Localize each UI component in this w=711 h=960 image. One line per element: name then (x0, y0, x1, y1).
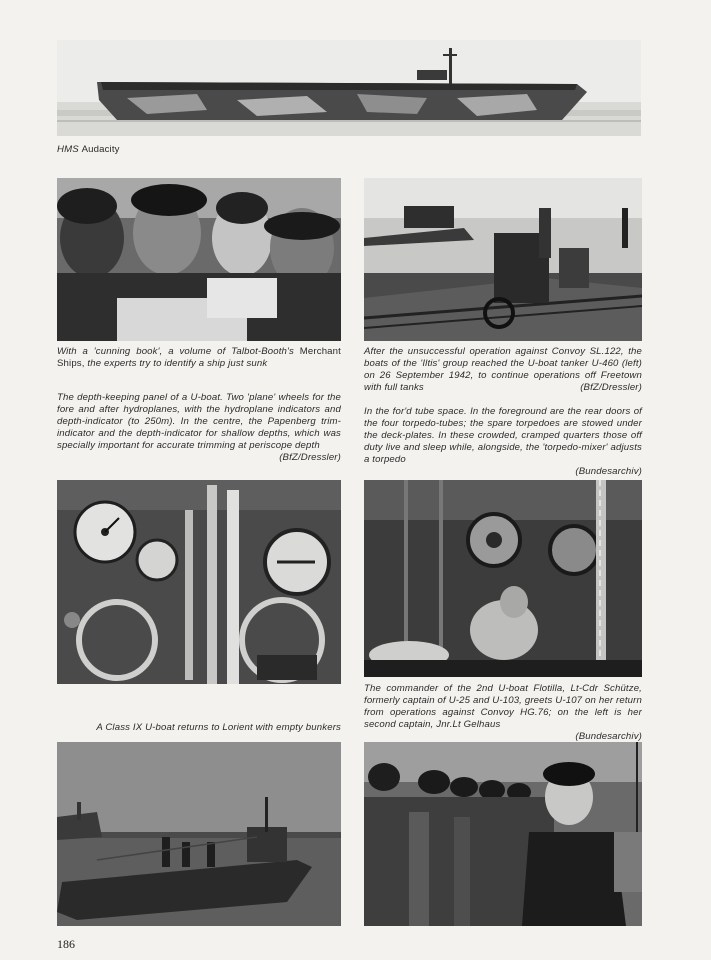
caption-commander-text: The commander of the 2nd U-boat Flotilla, Lt-Cdr Schütze, formerly captain of U-25 and U-103, greets U-107 on her return from operations against Convoy HG.76; on the left is her second captain, Jnr.Lt Gelhaus (364, 683, 642, 730)
caption-convoy-sl122 (364, 346, 642, 394)
caption-convoy-credit: (BfZ/Dressler) (580, 382, 642, 393)
caption-audacity-name: Audacity (81, 144, 120, 155)
caption-tube-space (364, 406, 642, 478)
caption-convoy-text: After the unsuccessful operation against Convoy SL.122, the boats of the 'Iltis' group reached the U-boat tanker U-460 (left) on 26 September 1942, to continue operations off Freetown with full tanks (364, 346, 642, 393)
caption-tube-text: In the for'd tube space. In the foreground are the rear doors of the four torpedo-tubes; the spare torpedoes are stowed under the deck-plates. In these crowded, cramped quarters those off duty live and sleep while, alongside, the 'torpedo-mixer' adjusts a torpedo (364, 406, 642, 465)
caption-depth-credit: (BfZ/Dressler) (279, 452, 341, 463)
photo-commander-greets-crew (364, 742, 642, 926)
caption-hms-audacity (57, 144, 357, 156)
caption-class-ix-text: A Class IX U-boat returns to Lorient with empty bunkers (96, 722, 341, 733)
caption-audacity-prefix: HMS (57, 144, 79, 155)
photo-officers-cunning-book (57, 178, 341, 341)
caption-depth-panel (57, 392, 341, 464)
caption-class-ix (57, 722, 341, 734)
caption-commander (364, 683, 642, 743)
caption-cunning-book-line1: With a 'cunning book', a volume of Talbot-Booth's (57, 346, 294, 357)
photo-depth-keeping-panel (57, 480, 341, 684)
caption-cunning-book-line2: the experts try to identify a ship just sunk (87, 358, 268, 369)
photo-class-ix-uboat (57, 742, 341, 926)
photo-torpedo-tube-space (364, 480, 642, 677)
page-number: 186 (57, 937, 75, 951)
caption-cunning-book-title: Merchant Ships, (57, 346, 341, 369)
caption-cunning-book (57, 346, 341, 370)
photo-uboat-tanker (364, 178, 642, 341)
caption-depth-text: The depth-keeping panel of a U-boat. Two 'plane' wheels for the fore and after hydroplanes, with the hydroplane indicators and depth-indicator (to 250m). In the centre, the Papenberg trim-indicator and the depth-indicator for shallow depths, which was specially important for accurate trimming at periscope depth (57, 392, 341, 451)
photo-hms-audacity (57, 40, 641, 136)
caption-tube-credit: (Bundesarchiv) (575, 466, 642, 477)
caption-commander-credit: (Bundesarchiv) (575, 731, 642, 742)
